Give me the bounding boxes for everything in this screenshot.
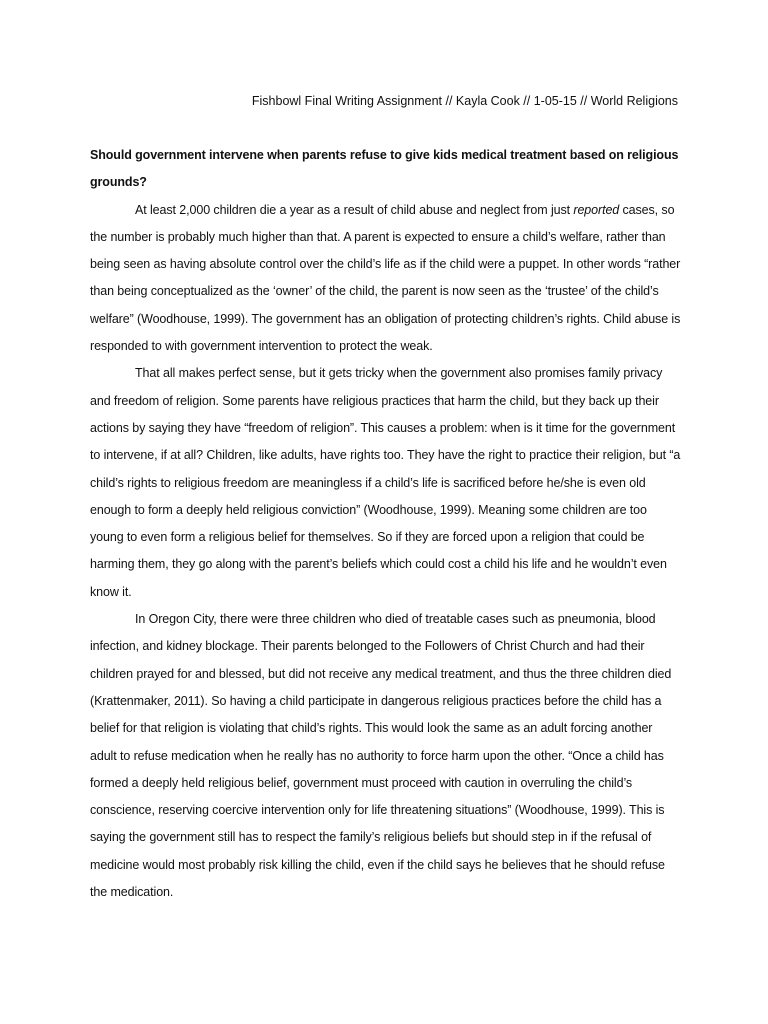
- paragraph-1: [90, 197, 682, 361]
- paragraph-2: That all makes perfect sense, but it gets tricky when the government also promises family privacy and freedom of religion. Some parents have religious practices that harm the child, but they back up their actions by saying they have “freedom of religion”. This causes a problem: when is it time for the government to intervene, if at all? Children, like adults, have rights too. They have the right to practice their religion, but “a child’s rights to religious freedom are meaningless if a child’s life is sacrificed before he/she is even old enough to form a deeply held religious conviction” (Woodhouse, 1999). Meaning some children are too young to even form a religious belief for themselves. So if they are forced upon a religion that could be harming them, they go along with the parent’s beliefs which could cost a child his life and he wouldn’t even know it.: [90, 366, 681, 599]
- document-header: Fishbowl Final Writing Assignment // Kayla Cook // 1-05-15 // World Religions: [251, 94, 678, 108]
- paragraph-1-italic-word: reported: [573, 202, 620, 217]
- essay-question: Should government intervene when parents refuse to give kids medical treatment based on religious grounds?: [90, 148, 679, 190]
- paragraph-1-start: At least 2,000 children die a year as a result of child abuse and neglect from just: [135, 202, 574, 217]
- paragraph-1-rest: cases, so the number is probably much higher than that. A parent is expected to ensure a child’s welfare, rather than being seen as having absolute control over the child’s life as if the child were a puppet. In other words “rather than being conceptualized as the ‘owner’ of the child, the parent is now seen as the ‘trustee’ of the child’s welfare” (Woodhouse, 1999). The government has an obligation of protecting children’s rights. Child abuse is responded to with government intervention to protect the weak.: [90, 202, 681, 354]
- document-body: [90, 142, 682, 906]
- paragraph-3: In Oregon City, there were three children who died of treatable cases such as pneumonia, blood infection, and kidney blockage. Their parents belonged to the Followers of Christ Church and had their children prayed for and blessed, but did not receive any medical treatment, and thus the three children died (Krattenmaker, 2011). So having a child participate in dangerous religious practices before the child has a belief for that religion is violating that child’s rights. This would look the same as an adult forcing another adult to refuse medication when he really has no authority to force harm upon the other. “Once a child has formed a deeply held religious belief, government must proceed with caution in overruling the child’s conscience, reserving coercive intervention only for life threatening situations” (Woodhouse, 1999). This is saying the government still has to respect the family’s religious beliefs but should step in if the refusal of medicine would most probably risk killing the child, even if the child says he believes that he should refuse the medication.: [90, 612, 672, 900]
